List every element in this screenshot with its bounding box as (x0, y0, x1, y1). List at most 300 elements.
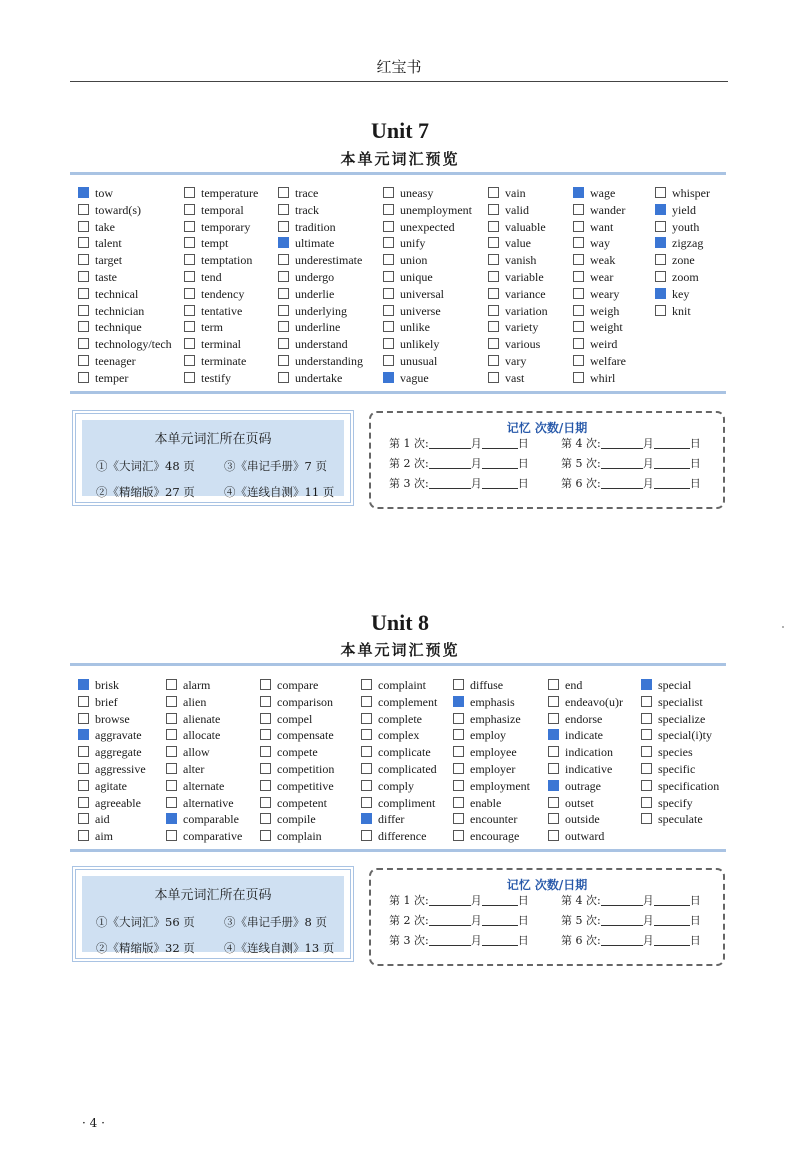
checkbox[interactable] (78, 355, 89, 366)
word-label: complaint (378, 678, 426, 692)
checkbox[interactable] (573, 204, 584, 215)
word-item (655, 219, 710, 236)
word-item (383, 353, 472, 370)
word-label: diffuse (470, 678, 504, 692)
checkbox[interactable] (573, 321, 584, 332)
month-blank[interactable] (601, 458, 643, 469)
word-label: aim (95, 829, 113, 844)
checkbox[interactable] (488, 321, 499, 332)
checkbox[interactable] (184, 271, 195, 282)
word-item (573, 303, 626, 320)
checkbox[interactable] (278, 254, 289, 265)
checkbox[interactable] (361, 746, 372, 757)
word-label: trace (295, 186, 319, 200)
checkbox[interactable] (488, 204, 499, 215)
word-label: teenager (95, 353, 136, 368)
checkbox[interactable] (278, 321, 289, 332)
word-label: vain (505, 186, 526, 200)
checked-checkbox[interactable] (78, 679, 89, 690)
checkbox[interactable] (166, 780, 177, 791)
checked-checkbox[interactable] (278, 237, 289, 248)
checkbox[interactable] (641, 696, 652, 707)
checkbox[interactable] (260, 763, 271, 774)
checkbox[interactable] (641, 729, 652, 740)
checkbox[interactable] (655, 221, 666, 232)
word-label: outset (565, 795, 594, 810)
checkbox[interactable] (166, 746, 177, 757)
checkbox[interactable] (573, 305, 584, 316)
word-label: agreeable (95, 795, 141, 810)
checkbox[interactable] (184, 372, 195, 383)
month-blank[interactable] (601, 895, 643, 906)
word-item (361, 744, 437, 761)
checkbox[interactable] (166, 713, 177, 724)
day-label: 日 (517, 457, 529, 470)
checkbox[interactable] (548, 830, 559, 841)
checkbox[interactable] (166, 763, 177, 774)
checkbox[interactable] (260, 729, 271, 740)
word-item (641, 795, 719, 812)
checkbox[interactable] (78, 746, 89, 757)
checkbox[interactable] (488, 355, 499, 366)
checkbox[interactable] (184, 321, 195, 332)
checkbox[interactable] (453, 797, 464, 808)
checkbox[interactable] (488, 221, 499, 232)
memo-row (561, 455, 701, 471)
word-item (453, 761, 530, 778)
checkbox[interactable] (488, 271, 499, 282)
checkbox[interactable] (184, 338, 195, 349)
checkbox[interactable] (278, 305, 289, 316)
word-column (655, 185, 710, 319)
word-item (641, 677, 719, 694)
memo-time-label: 第 4 次: (561, 894, 601, 907)
word-item (78, 303, 172, 320)
memo-row (389, 475, 529, 491)
checkbox[interactable] (548, 679, 559, 690)
day-blank[interactable] (482, 915, 518, 926)
word-item (548, 761, 623, 778)
checkbox[interactable] (361, 729, 372, 740)
checkbox[interactable] (78, 321, 89, 332)
checkbox[interactable] (78, 204, 89, 215)
word-label: underlie (295, 286, 335, 301)
checkbox[interactable] (655, 271, 666, 282)
checkbox[interactable] (78, 305, 89, 316)
day-blank[interactable] (654, 478, 690, 489)
word-label: tend (201, 269, 222, 284)
word-column (78, 677, 146, 845)
checkbox[interactable] (488, 288, 499, 299)
checkbox[interactable] (78, 813, 89, 824)
checkbox[interactable] (573, 237, 584, 248)
month-blank[interactable] (601, 915, 643, 926)
word-item (383, 235, 472, 252)
checkbox[interactable] (453, 830, 464, 841)
checkbox[interactable] (488, 305, 499, 316)
word-item (78, 219, 172, 236)
month-blank[interactable] (601, 478, 643, 489)
checked-checkbox[interactable] (655, 237, 666, 248)
checkbox[interactable] (383, 355, 394, 366)
unit7-page-reference-panel (72, 410, 354, 506)
month-label: 月 (642, 437, 654, 450)
checkbox[interactable] (573, 288, 584, 299)
checkbox[interactable] (383, 204, 394, 215)
word-label: term (201, 320, 223, 335)
word-label: outside (565, 812, 600, 827)
day-label: 日 (517, 477, 529, 490)
checkbox[interactable] (184, 187, 195, 198)
word-item (641, 761, 719, 778)
checkbox[interactable] (573, 338, 584, 349)
word-item (361, 711, 437, 728)
checkbox[interactable] (361, 780, 372, 791)
checkbox[interactable] (78, 797, 89, 808)
checkbox[interactable] (166, 729, 177, 740)
day-blank[interactable] (482, 438, 518, 449)
checkbox[interactable] (78, 338, 89, 349)
checked-checkbox[interactable] (383, 372, 394, 383)
checkbox[interactable] (184, 355, 195, 366)
word-label: ultimate (295, 236, 335, 251)
month-blank[interactable] (429, 438, 471, 449)
month-blank[interactable] (601, 438, 643, 449)
memo-time-label: 第 1 次: (389, 437, 429, 450)
checked-checkbox[interactable] (166, 813, 177, 824)
word-label: comparative (183, 829, 243, 844)
word-item (78, 269, 172, 286)
checkbox[interactable] (78, 696, 89, 707)
memo-row (561, 912, 701, 928)
month-blank[interactable] (429, 915, 471, 926)
word-label: complement (378, 694, 438, 709)
checkbox[interactable] (78, 237, 89, 248)
checkbox[interactable] (453, 729, 464, 740)
day-blank[interactable] (482, 458, 518, 469)
checkbox[interactable] (573, 271, 584, 282)
checkbox[interactable] (573, 254, 584, 265)
word-item (184, 185, 258, 202)
word-item (573, 353, 626, 370)
month-label: 月 (470, 934, 482, 947)
checked-checkbox[interactable] (655, 288, 666, 299)
day-label: 日 (689, 477, 701, 490)
word-item (78, 319, 172, 336)
word-item (260, 811, 334, 828)
month-blank[interactable] (429, 895, 471, 906)
checkbox[interactable] (453, 746, 464, 757)
checkbox[interactable] (184, 221, 195, 232)
word-item (184, 252, 258, 269)
checkbox[interactable] (78, 254, 89, 265)
word-item (655, 252, 710, 269)
checkbox[interactable] (78, 763, 89, 774)
checkbox[interactable] (361, 763, 372, 774)
checkbox[interactable] (78, 288, 89, 299)
checkbox[interactable] (361, 696, 372, 707)
checkbox[interactable] (184, 254, 195, 265)
word-item (260, 677, 334, 694)
word-label: yield (672, 202, 696, 217)
checkbox[interactable] (453, 813, 464, 824)
checkbox[interactable] (641, 813, 652, 824)
checkbox[interactable] (278, 221, 289, 232)
checkbox[interactable] (453, 679, 464, 690)
memo-row (389, 912, 529, 928)
word-item (260, 744, 334, 761)
word-label: speculate (658, 812, 703, 827)
word-label: variance (505, 286, 546, 301)
word-item (184, 269, 258, 286)
checkbox[interactable] (488, 254, 499, 265)
word-item (184, 319, 258, 336)
checkbox[interactable] (383, 305, 394, 316)
day-blank[interactable] (654, 935, 690, 946)
month-label: 月 (470, 437, 482, 450)
checkbox[interactable] (184, 237, 195, 248)
header-rule (70, 81, 728, 82)
word-label: union (400, 253, 428, 268)
word-item (184, 370, 258, 387)
checked-checkbox[interactable] (78, 729, 89, 740)
month-blank[interactable] (429, 935, 471, 946)
word-label: youth (672, 219, 700, 234)
word-item (453, 828, 530, 845)
month-label: 月 (642, 934, 654, 947)
checkbox[interactable] (573, 355, 584, 366)
word-item (383, 202, 472, 219)
word-label: value (505, 236, 531, 251)
checkbox[interactable] (166, 830, 177, 841)
word-label: wage (590, 186, 616, 200)
checkbox[interactable] (383, 237, 394, 248)
checkbox[interactable] (166, 696, 177, 707)
checkbox[interactable] (383, 221, 394, 232)
word-item (78, 811, 146, 828)
word-label: underlying (295, 303, 347, 318)
word-label: universe (400, 303, 441, 318)
checkbox[interactable] (383, 338, 394, 349)
checkbox[interactable] (278, 288, 289, 299)
checkbox[interactable] (260, 797, 271, 808)
word-label: employee (470, 745, 517, 760)
checkbox[interactable] (260, 813, 271, 824)
checkbox[interactable] (278, 355, 289, 366)
checkbox[interactable] (548, 746, 559, 757)
checkbox[interactable] (655, 305, 666, 316)
checkbox[interactable] (361, 713, 372, 724)
checkbox[interactable] (488, 187, 499, 198)
checkbox[interactable] (166, 797, 177, 808)
word-item (655, 269, 710, 286)
word-item (278, 235, 363, 252)
checkbox[interactable] (78, 780, 89, 791)
checkbox[interactable] (641, 763, 652, 774)
checked-checkbox[interactable] (78, 187, 89, 198)
checkbox[interactable] (278, 204, 289, 215)
checkbox[interactable] (260, 746, 271, 757)
checkbox[interactable] (641, 746, 652, 757)
checkbox[interactable] (260, 679, 271, 690)
word-label: technology/tech (95, 337, 172, 352)
checkbox[interactable] (278, 187, 289, 198)
day-blank[interactable] (482, 478, 518, 489)
checkbox[interactable] (641, 780, 652, 791)
day-blank[interactable] (654, 915, 690, 926)
checkbox[interactable] (278, 372, 289, 383)
checkbox[interactable] (548, 813, 559, 824)
checkbox[interactable] (383, 254, 394, 265)
unit8-word-grid (78, 677, 728, 845)
word-label: alarm (183, 678, 211, 692)
word-label: complain (277, 829, 322, 844)
checkbox[interactable] (655, 187, 666, 198)
checkbox[interactable] (78, 830, 89, 841)
word-column (383, 185, 472, 387)
word-label: unemployment (400, 202, 472, 217)
memo-time-label: 第 4 次: (561, 437, 601, 450)
checkbox[interactable] (184, 305, 195, 316)
word-item (453, 744, 530, 761)
word-item (361, 677, 437, 694)
word-label: way (590, 236, 610, 251)
checkbox[interactable] (260, 713, 271, 724)
word-item (78, 694, 146, 711)
month-blank[interactable] (601, 935, 643, 946)
checked-checkbox[interactable] (453, 696, 464, 707)
checkbox[interactable] (78, 271, 89, 282)
word-label: tradition (295, 219, 336, 234)
month-blank[interactable] (429, 458, 471, 469)
checkbox[interactable] (548, 797, 559, 808)
day-blank[interactable] (482, 935, 518, 946)
checkbox[interactable] (78, 221, 89, 232)
checkbox[interactable] (383, 321, 394, 332)
checkbox[interactable] (453, 763, 464, 774)
checkbox[interactable] (453, 713, 464, 724)
checkbox[interactable] (260, 696, 271, 707)
word-item (453, 711, 530, 728)
checkbox[interactable] (488, 237, 499, 248)
word-label: weird (590, 337, 618, 352)
checkbox[interactable] (383, 271, 394, 282)
word-label: endorse (565, 711, 603, 726)
checkbox[interactable] (453, 780, 464, 791)
checked-checkbox[interactable] (548, 780, 559, 791)
page-ref: ①《大词汇》56 页 (96, 915, 195, 929)
checkbox[interactable] (488, 338, 499, 349)
checkbox[interactable] (361, 679, 372, 690)
checkbox[interactable] (78, 372, 89, 383)
word-item (184, 353, 258, 370)
word-item (361, 828, 437, 845)
checkbox[interactable] (260, 830, 271, 841)
day-blank[interactable] (654, 458, 690, 469)
word-item (78, 252, 172, 269)
checkbox[interactable] (641, 797, 652, 808)
checkbox[interactable] (278, 338, 289, 349)
word-item (78, 744, 146, 761)
checkbox[interactable] (184, 204, 195, 215)
word-label: temporal (201, 202, 244, 217)
memo-time-label: 第 6 次: (561, 477, 601, 490)
word-item (488, 202, 548, 219)
checked-checkbox[interactable] (548, 729, 559, 740)
checkbox[interactable] (548, 713, 559, 724)
word-label: comparable (183, 812, 239, 827)
word-label: outrage (565, 778, 601, 793)
checkbox[interactable] (383, 187, 394, 198)
checkbox[interactable] (78, 713, 89, 724)
word-item (166, 694, 242, 711)
checkbox[interactable] (573, 372, 584, 383)
checkbox[interactable] (573, 221, 584, 232)
word-item (361, 727, 437, 744)
word-label: indication (565, 745, 613, 760)
checkbox[interactable] (488, 372, 499, 383)
word-item (78, 828, 146, 845)
memo-time-label: 第 5 次: (561, 457, 601, 470)
memo-row (389, 932, 529, 948)
word-label: emphasize (470, 711, 521, 726)
word-label: employ (470, 728, 506, 743)
word-item (488, 303, 548, 320)
word-item (260, 727, 334, 744)
word-label: comparison (277, 694, 333, 709)
checkbox[interactable] (548, 696, 559, 707)
memo-row (561, 932, 701, 948)
day-blank[interactable] (654, 895, 690, 906)
book-title: 红宝书 (376, 58, 422, 76)
month-label: 月 (470, 477, 482, 490)
word-label: specification (658, 778, 720, 793)
word-label: toward(s) (95, 202, 141, 217)
checkbox[interactable] (361, 830, 372, 841)
checkbox[interactable] (166, 679, 177, 690)
checkbox[interactable] (361, 797, 372, 808)
word-label: competitive (277, 778, 334, 793)
checkbox[interactable] (260, 780, 271, 791)
checked-checkbox[interactable] (641, 679, 652, 690)
checked-checkbox[interactable] (655, 204, 666, 215)
day-blank[interactable] (654, 438, 690, 449)
word-item (184, 303, 258, 320)
checked-checkbox[interactable] (573, 187, 584, 198)
word-column (278, 185, 363, 387)
checkbox[interactable] (641, 713, 652, 724)
word-label: allocate (183, 728, 221, 743)
word-item (78, 711, 146, 728)
word-label: compete (277, 745, 318, 760)
checkbox[interactable] (655, 254, 666, 265)
checkbox[interactable] (383, 288, 394, 299)
word-label: aggressive (95, 761, 146, 776)
checked-checkbox[interactable] (361, 813, 372, 824)
day-blank[interactable] (482, 895, 518, 906)
checkbox[interactable] (184, 288, 195, 299)
page-ref: ②《精缩版》32 页 (96, 941, 195, 955)
word-item (453, 694, 530, 711)
checkbox[interactable] (548, 763, 559, 774)
word-item (278, 219, 363, 236)
checkbox[interactable] (278, 271, 289, 282)
word-label: vague (400, 370, 429, 385)
word-label: weary (590, 286, 620, 301)
month-blank[interactable] (429, 478, 471, 489)
memo-time-label: 第 5 次: (561, 914, 601, 927)
word-item (488, 269, 548, 286)
